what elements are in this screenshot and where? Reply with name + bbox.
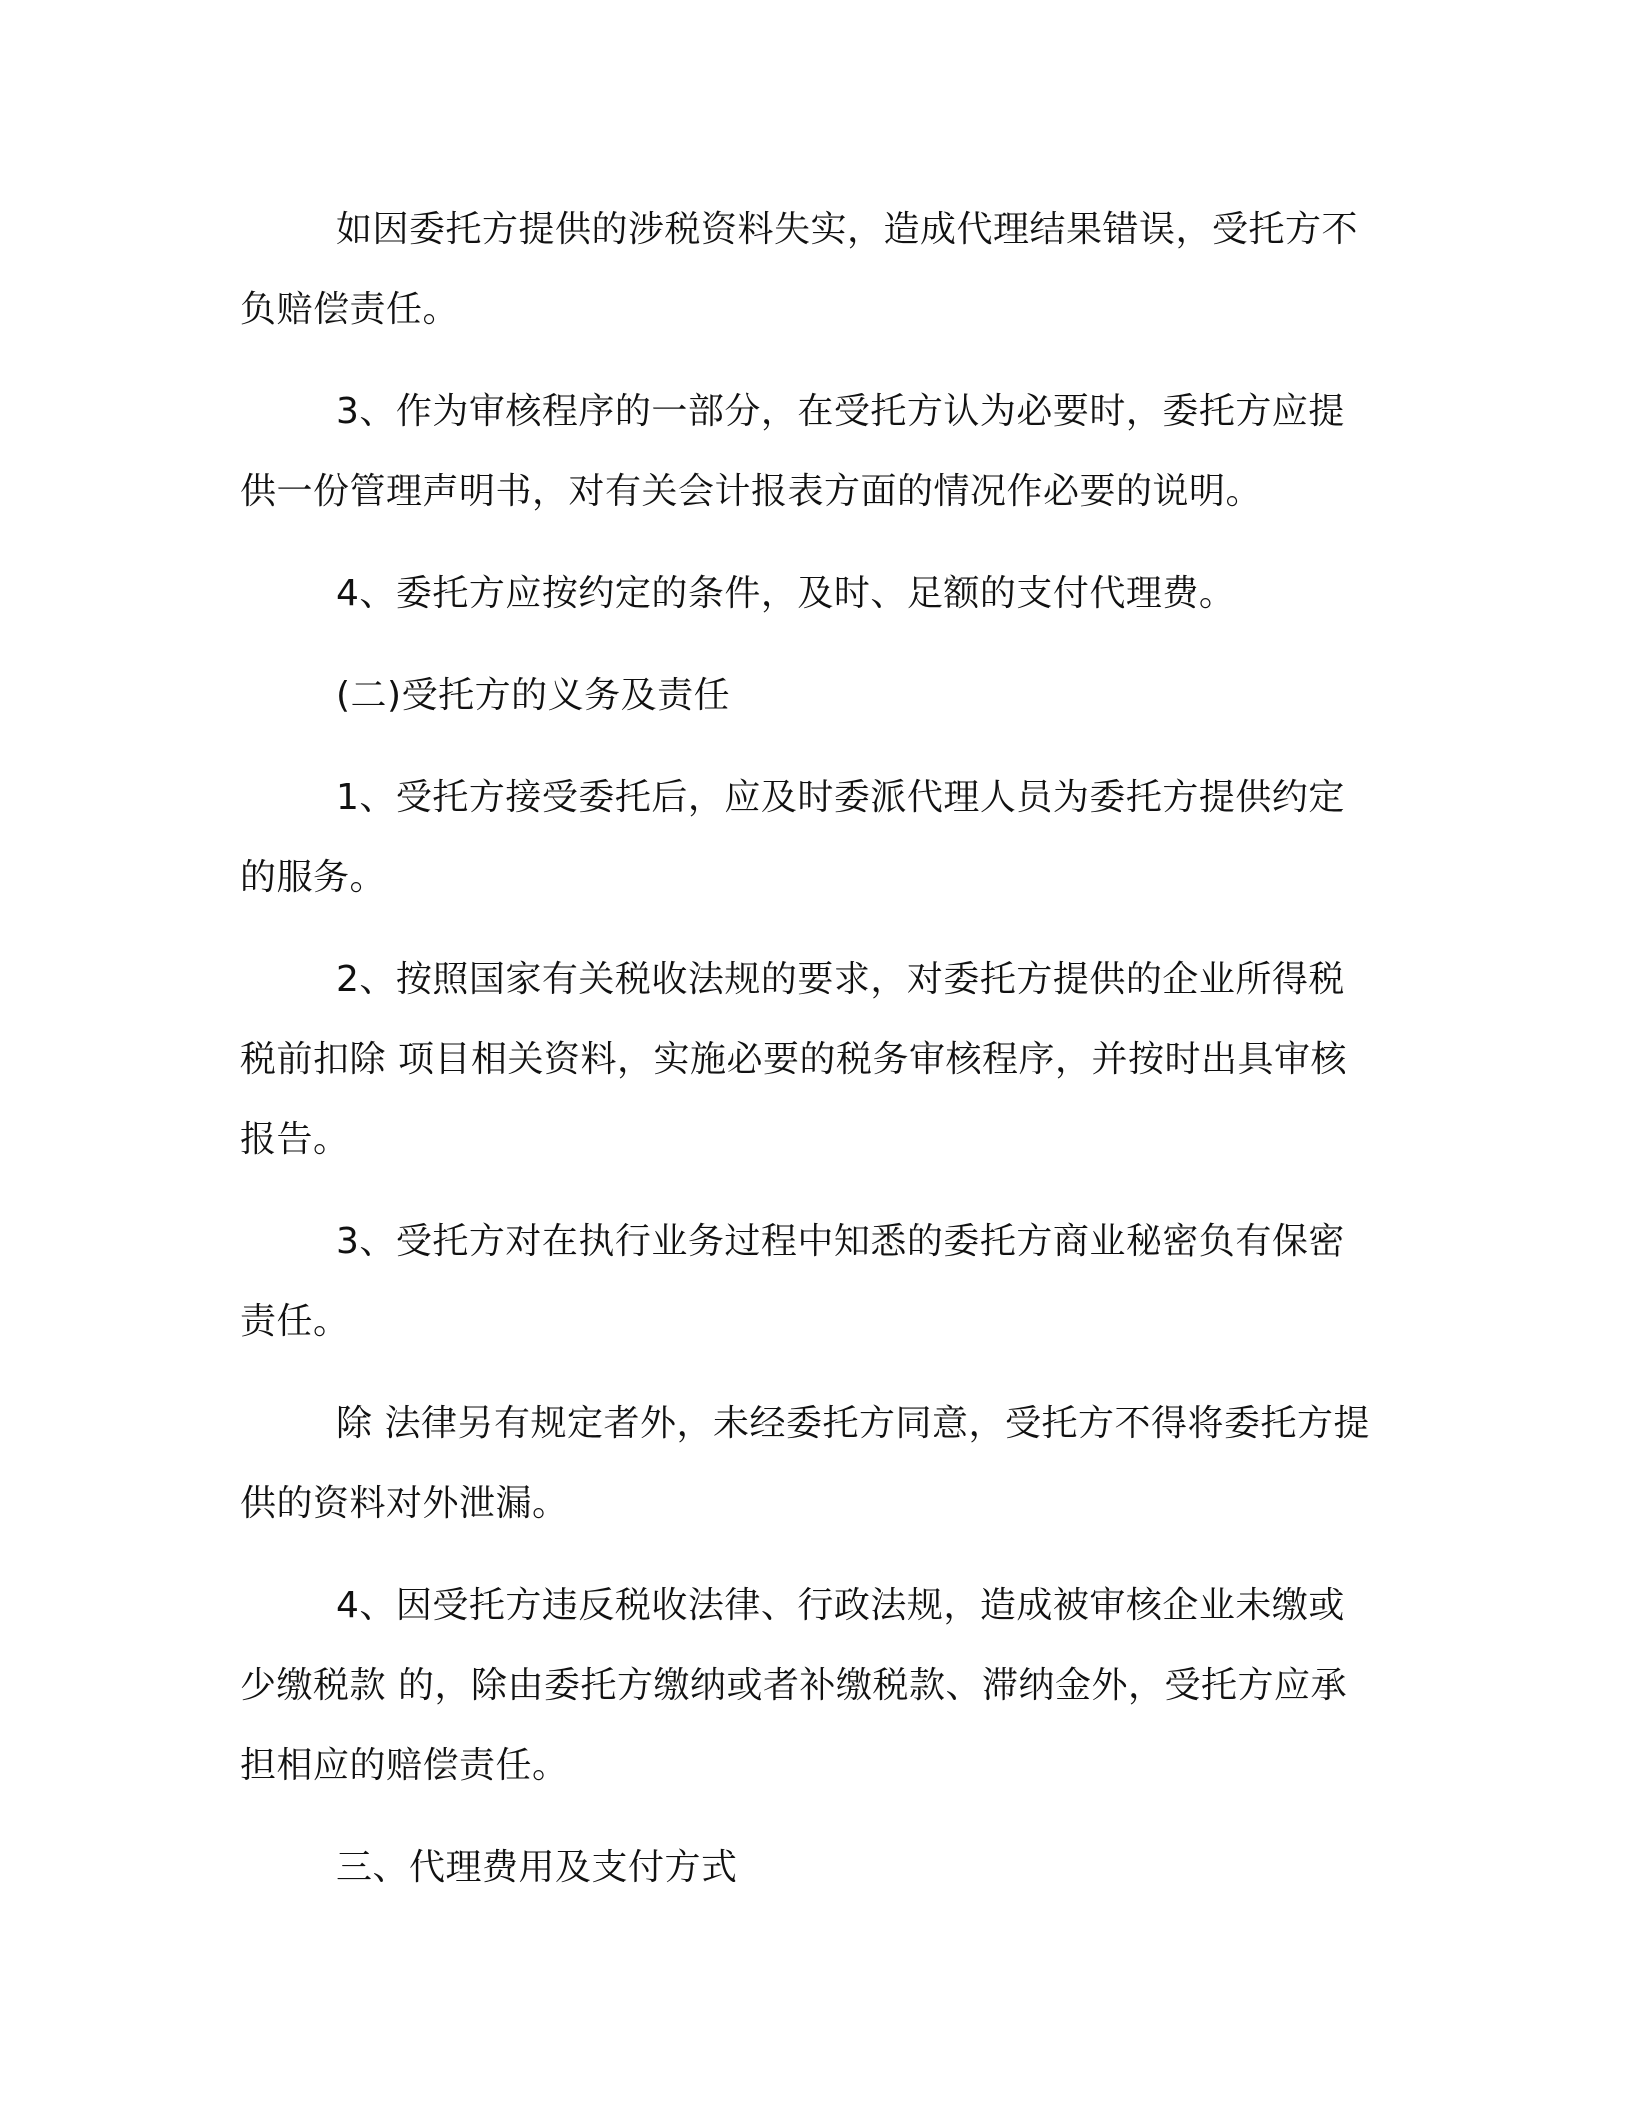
paragraph: 如因委托方提供的涉税资料失实，造成代理结果错误，受托方不负赔偿责任。 <box>240 209 1359 330</box>
paragraph: 4、委托方应按约定的条件，及时、足额的支付代理费。 <box>336 573 1236 614</box>
section-heading: (二)受托方的义务及责任 <box>336 675 731 716</box>
document-body <box>240 190 1380 1930</box>
paragraph: 1、受托方接受委托后，应及时委派代理人员为委托方提供约定的服务。 <box>240 777 1345 898</box>
paragraph: 除 法律另有规定者外，未经委托方同意，受托方不得将委托方提供的资料对外泄漏。 <box>240 1403 1370 1524</box>
paragraph: 2、按照国家有关税收法规的要求，对委托方提供的企业所得税税前扣除 项目相关资料，实施必要的税务审核程序，并按时出具审核报告。 <box>240 959 1347 1160</box>
paragraph: 4、因受托方违反税收法律、行政法规，造成被审核企业未缴或少缴税款 的，除由委托方缴纳或者补缴税款、滞纳金外，受托方应承担相应的赔偿责任。 <box>240 1585 1347 1786</box>
paragraph: 3、受托方对在执行业务过程中知悉的委托方商业秘密负有保密责任。 <box>240 1221 1345 1342</box>
paragraph: 3、作为审核程序的一部分，在受托方认为必要时，委托方应提供一份管理声明书，对有关会计报表方面的情况作必要的说明。 <box>240 391 1345 512</box>
section-heading: 三、代理费用及支付方式 <box>336 1847 738 1888</box>
